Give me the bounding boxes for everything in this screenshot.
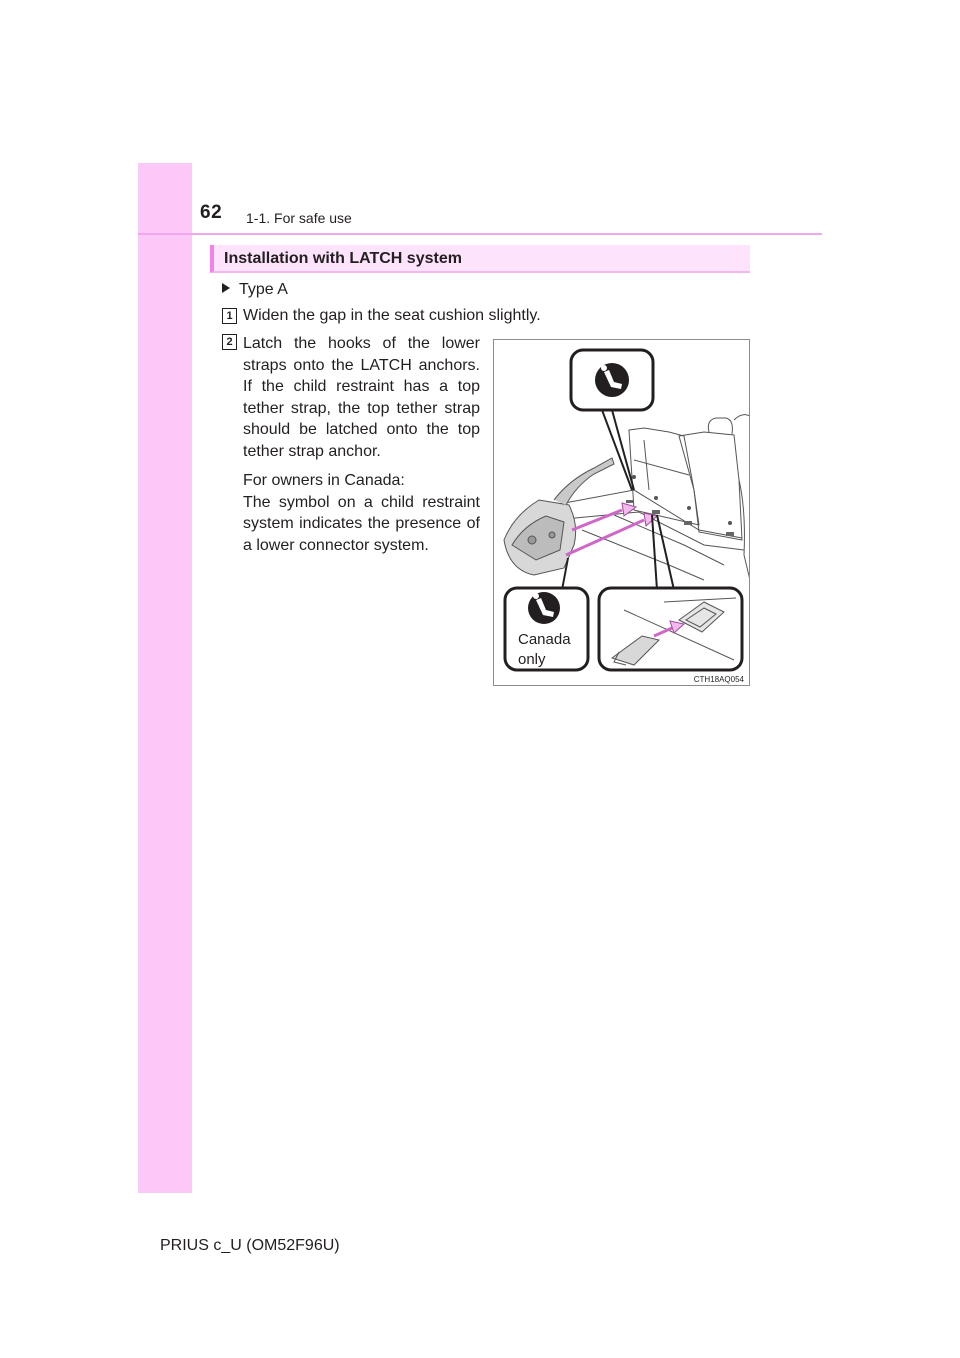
canada-note-body: The symbol on a child restraint system indicates the presence of a lower connector system. — [243, 493, 480, 554]
latch-illustration — [494, 340, 750, 686]
step-2-block — [243, 333, 480, 556]
lower-connector-symbol-icon — [595, 363, 629, 397]
page-number: 62 — [200, 202, 223, 223]
type-label — [222, 281, 288, 299]
step-2-text: Latch the hooks of the lower straps onto the LATCH anchors. If the child restraint has a top tether strap, the top tether strap should be latched onto the top tether strap anchor. — [243, 335, 480, 460]
latch-installation-figure — [493, 339, 750, 686]
figure-code: CTH18AQ054 — [693, 675, 744, 684]
step-2-number: 2 — [222, 334, 237, 350]
section-heading — [210, 245, 750, 273]
triangle-bullet-icon — [222, 283, 230, 293]
canada-label-line1: Canada — [518, 631, 571, 648]
side-tab-band — [138, 163, 192, 1193]
child-seat-drawing — [504, 458, 614, 575]
footer-model: PRIUS c_U (OM52F96U) — [160, 1237, 340, 1254]
insertion-arrows — [566, 503, 657, 555]
step-1-number: 1 — [222, 308, 237, 324]
step-1-text: Widen the gap in the seat cushion slightly. — [243, 307, 541, 324]
canada-note-title: For owners in Canada: — [243, 472, 405, 489]
section-heading-text: Installation with LATCH system — [224, 250, 462, 267]
type-label-text: Type A — [239, 281, 288, 298]
canada-label-line2: only — [518, 651, 546, 668]
rear-seat-drawing — [554, 415, 750, 580]
canada-connector-symbol-icon — [528, 592, 560, 624]
header-rule — [138, 233, 822, 235]
section-title: 1-1. For safe use — [246, 210, 352, 226]
